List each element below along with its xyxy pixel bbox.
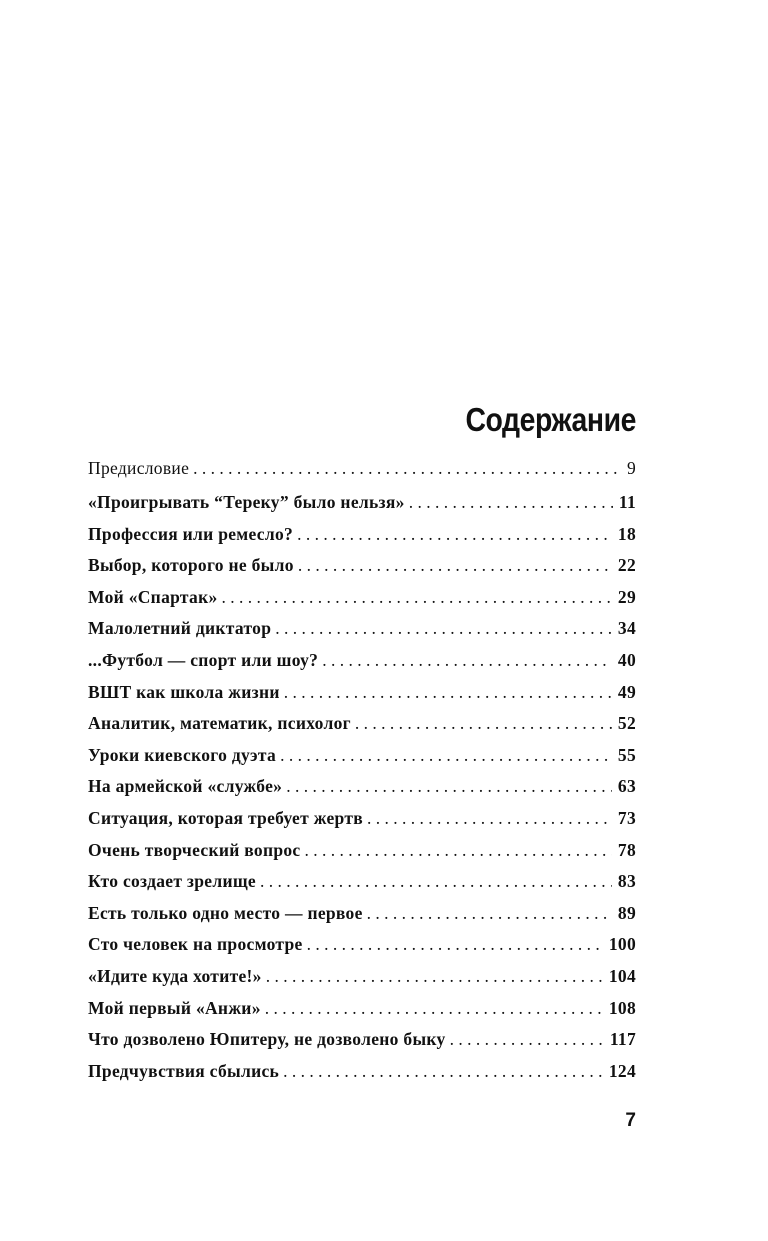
toc-entry-page: 100 — [608, 934, 636, 955]
dot-leader — [409, 492, 613, 513]
toc-entry — [88, 492, 636, 524]
toc-entry — [88, 934, 636, 966]
toc-entry — [88, 458, 636, 492]
toc-entry — [88, 682, 636, 714]
page-title: Содержание — [465, 401, 636, 439]
dot-leader — [298, 555, 612, 576]
toc-entry-page: 18 — [617, 523, 636, 544]
toc-entry — [88, 650, 636, 682]
toc-entry-page: 52 — [617, 713, 636, 734]
toc-entry-title: Мой «Спартак» — [88, 586, 218, 607]
dot-leader — [275, 618, 612, 639]
dot-leader — [286, 776, 612, 797]
toc-entry — [88, 745, 636, 777]
toc-entry-title: Предисловие — [88, 458, 190, 478]
toc-entry-title: Есть только одно место — первое — [88, 902, 363, 923]
toc-entry-title: ...Футбол — спорт или шоу? — [88, 649, 319, 670]
toc-entry-title: Профессия или ремесло? — [88, 523, 294, 544]
toc-entry-page: 55 — [617, 744, 636, 765]
toc-entry-title: Что дозволено Юпитеру, не дозволено быку — [88, 1029, 446, 1050]
toc-entry — [88, 998, 636, 1030]
toc-entry — [88, 713, 636, 745]
dot-leader — [322, 650, 612, 671]
toc-entry-page: 34 — [617, 618, 636, 639]
table-of-contents — [88, 458, 636, 1092]
toc-entry-page: 83 — [617, 871, 636, 892]
dot-leader — [265, 998, 603, 1019]
toc-entry-page: 89 — [617, 902, 636, 923]
toc-entry — [88, 840, 636, 872]
toc-entry-title: На армейской «службе» — [88, 776, 283, 797]
toc-entry-title: Мой первый «Анжи» — [88, 997, 261, 1018]
dot-leader — [222, 587, 612, 608]
toc-entry-page: 117 — [609, 1029, 636, 1050]
toc-entry — [88, 618, 636, 650]
toc-entry — [88, 966, 636, 998]
toc-entry-title: Очень творческий вопрос — [88, 839, 301, 860]
dot-leader — [193, 458, 621, 479]
toc-entry-title: Выбор, которого не было — [88, 555, 294, 576]
toc-entry-page: 49 — [617, 681, 636, 702]
toc-entry-title: «Идите куда хотите!» — [88, 965, 262, 986]
dot-leader — [305, 840, 612, 861]
dot-leader — [260, 871, 612, 892]
dot-leader — [367, 808, 612, 829]
page-number: 7 — [625, 1110, 636, 1131]
toc-entry-page: 29 — [617, 586, 636, 607]
dot-leader — [297, 524, 612, 545]
toc-entry — [88, 808, 636, 840]
toc-entry — [88, 903, 636, 935]
toc-entry-title: Уроки киевского дуэта — [88, 744, 277, 765]
toc-entry-page: 124 — [608, 1060, 636, 1081]
toc-entry-title: Аналитик, математик, психолог — [88, 713, 351, 734]
toc-entry — [88, 776, 636, 808]
toc-entry-title: Сто человек на просмотре — [88, 934, 303, 955]
toc-entry-title: Кто создает зрелище — [88, 871, 256, 892]
dot-leader — [266, 966, 603, 987]
toc-entry-title: Малолетний диктатор — [88, 618, 272, 639]
toc-entry-title: ВШТ как школа жизни — [88, 681, 280, 702]
dot-leader — [284, 682, 612, 703]
toc-entry-title: «Проигрывать “Тереку” было нельзя» — [88, 492, 405, 512]
toc-entry-page: 40 — [617, 649, 636, 670]
toc-entry-page: 108 — [608, 997, 636, 1018]
toc-entry-page: 63 — [617, 776, 636, 797]
toc-entry-title: Ситуация, которая требует жертв — [88, 807, 363, 828]
toc-entry-page: 9 — [626, 458, 636, 478]
dot-leader — [367, 903, 612, 924]
toc-entry-page: 78 — [617, 839, 636, 860]
toc-entry — [88, 1061, 636, 1093]
toc-entry — [88, 555, 636, 587]
toc-entry — [88, 871, 636, 903]
toc-entry — [88, 587, 636, 619]
dot-leader — [307, 934, 603, 955]
dot-leader — [450, 1029, 604, 1050]
toc-entry — [88, 524, 636, 556]
toc-entry — [88, 1029, 636, 1061]
toc-entry-title: Предчувствия сбылись — [88, 1060, 280, 1081]
dot-leader — [283, 1061, 603, 1082]
dot-leader — [355, 713, 612, 734]
toc-entry-page: 104 — [608, 965, 636, 986]
toc-entry-page: 11 — [618, 492, 636, 512]
toc-entry-page: 22 — [617, 555, 636, 576]
toc-entry-page: 73 — [617, 807, 636, 828]
dot-leader — [280, 745, 612, 766]
